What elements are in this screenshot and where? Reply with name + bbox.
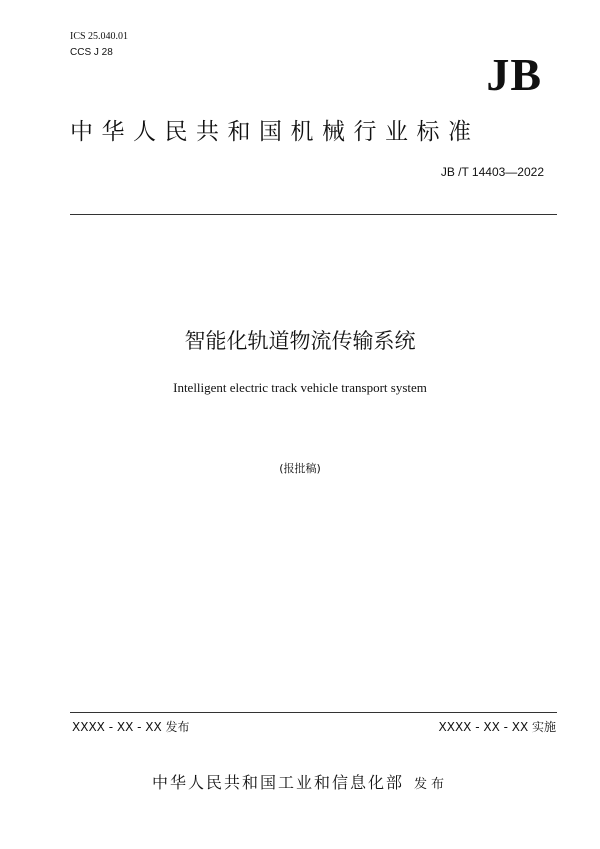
issuer-name: 中华人民共和国工业和信息化部 bbox=[151, 773, 404, 792]
document-title-cn: 智能化轨道物流传输系统 bbox=[184, 329, 416, 353]
standard-number: JB /T 14403—2022 bbox=[440, 165, 544, 179]
standard-type-heading: 中华人民共和国机械行业标准 bbox=[70, 119, 480, 145]
issue-date: XXXX - XX - XX 发布 bbox=[72, 720, 190, 734]
document-title-en: Intelligent electric track vehicle transport system bbox=[173, 380, 427, 395]
bottom-divider bbox=[70, 712, 557, 713]
implementation-date: XXXX - XX - XX 实施 bbox=[438, 720, 556, 734]
draft-status: (报批稿) bbox=[279, 462, 321, 475]
issuer-suffix: 发布 bbox=[414, 777, 449, 792]
top-divider bbox=[70, 214, 557, 215]
issuing-authority bbox=[0, 773, 600, 795]
ccs-code: CCS J 28 bbox=[70, 47, 113, 58]
ics-code: ICS 25.040.01 bbox=[70, 31, 129, 42]
jb-logo: JB bbox=[486, 49, 542, 100]
